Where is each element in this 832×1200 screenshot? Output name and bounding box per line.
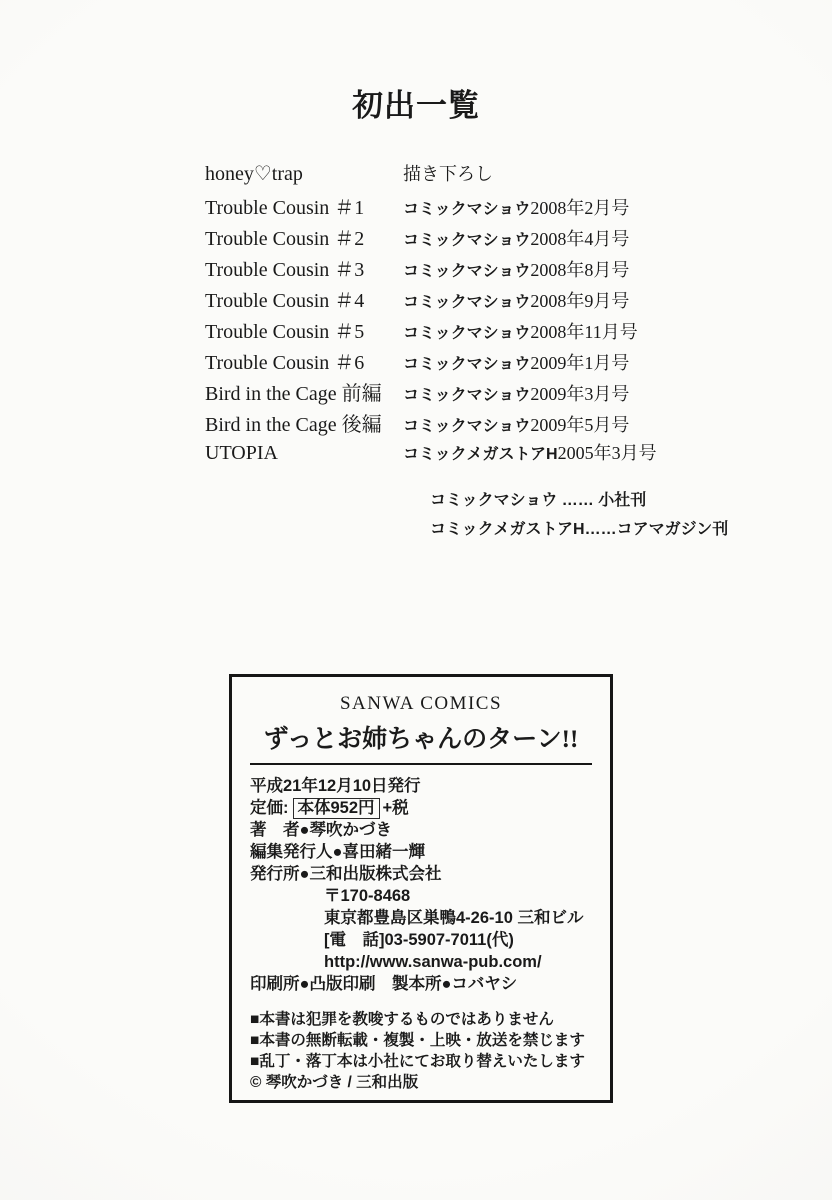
magazine-note: コミックメガストアH……コアマガジン刊 — [430, 521, 729, 538]
magazine-name: コミックマショウ — [403, 201, 531, 218]
work-title: Trouble Cousin ＃5 — [205, 321, 365, 343]
magazine-name: コミックマショウ — [403, 325, 531, 342]
price-label: 定価: — [250, 799, 289, 817]
credit-row — [205, 315, 657, 346]
notice-line: ■本書は犯罪を教唆するものではありません — [250, 1011, 554, 1028]
publication-date-line: 平成21年12月10日発行 — [250, 777, 421, 795]
issue-label: 2008年2月号 — [530, 198, 630, 218]
page-title: 初出一覧 — [352, 88, 480, 123]
price-line — [250, 797, 592, 819]
copyright-line: © 琴吹かづき / 三和出版 — [250, 1074, 419, 1091]
work-title: UTOPIA — [205, 442, 278, 464]
publisher-line: 発行所●三和出版株式会社 — [250, 865, 442, 883]
issue-label: 2005年3月号 — [557, 443, 657, 463]
magazine-name: 描き下ろし — [403, 164, 493, 184]
magazine-notes — [430, 486, 728, 544]
issue-label: 2009年5月号 — [530, 415, 630, 435]
work-title: Bird in the Cage 前編 — [205, 383, 382, 405]
credit-row — [205, 191, 657, 222]
credit-row — [205, 346, 657, 377]
credit-row — [205, 253, 657, 284]
postal-code-line: 〒170-8468 — [324, 887, 411, 905]
credit-row — [205, 377, 657, 408]
work-title: Trouble Cousin ＃2 — [205, 228, 365, 250]
title-divider — [250, 763, 592, 765]
work-title: Trouble Cousin ＃1 — [205, 197, 365, 219]
website-url-line: http://www.sanwa-pub.com/ — [324, 953, 542, 971]
editor-publisher-line: 編集発行人●喜田緒一輝 — [250, 843, 425, 861]
credits-list — [205, 160, 657, 470]
publication-details — [250, 775, 592, 995]
notice-line: ■乱丁・落丁本は小社にてお取り替えいたします — [250, 1053, 585, 1070]
credit-row — [205, 439, 657, 470]
price-value: 本体952円 — [293, 798, 380, 819]
magazine-note: コミックマショウ …… 小社刊 — [430, 492, 647, 509]
credit-row — [205, 160, 657, 191]
work-title: Trouble Cousin ＃3 — [205, 259, 365, 281]
magazine-name: コミックメガストアH — [403, 446, 558, 463]
imprint-label: SANWA COMICS — [339, 693, 503, 714]
credit-row — [205, 284, 657, 315]
phone-line: [電 話]03-5907-7011(代) — [324, 931, 514, 949]
magazine-name: コミックマショウ — [403, 294, 531, 311]
issue-label: 2008年9月号 — [530, 291, 630, 311]
address-line: 東京都豊島区巣鴨4-26-10 三和ビル — [324, 909, 584, 927]
magazine-name: コミックマショウ — [403, 387, 531, 404]
legal-notices — [250, 1009, 592, 1072]
issue-label: 2008年11月号 — [530, 322, 638, 342]
work-title: Trouble Cousin ＃6 — [205, 352, 365, 374]
credit-row — [205, 408, 657, 439]
magazine-name: コミックマショウ — [403, 263, 531, 280]
author-line: 著 者●琴吹かづき — [250, 821, 392, 839]
colophon-box — [229, 674, 613, 1103]
magazine-name: コミックマショウ — [403, 232, 531, 249]
magazine-name: コミックマショウ — [403, 356, 531, 373]
notice-line: ■本書の無断転載・複製・上映・放送を禁じます — [250, 1032, 585, 1049]
printer-binder-line: 印刷所●凸版印刷 製本所●コバヤシ — [250, 975, 518, 993]
book-title: ずっとお姉ちゃんのターン!! — [263, 726, 579, 753]
issue-label: 2009年1月号 — [530, 353, 630, 373]
issue-label: 2008年4月号 — [530, 229, 630, 249]
price-tax-suffix: +税 — [382, 799, 409, 817]
issue-label: 2009年3月号 — [530, 384, 630, 404]
credit-row — [205, 222, 657, 253]
work-title: honey♡trap — [205, 163, 303, 185]
work-title: Trouble Cousin ＃4 — [205, 290, 365, 312]
issue-label: 2008年8月号 — [530, 260, 630, 280]
magazine-name: コミックマショウ — [403, 418, 531, 435]
work-title: Bird in the Cage 後編 — [205, 414, 382, 436]
